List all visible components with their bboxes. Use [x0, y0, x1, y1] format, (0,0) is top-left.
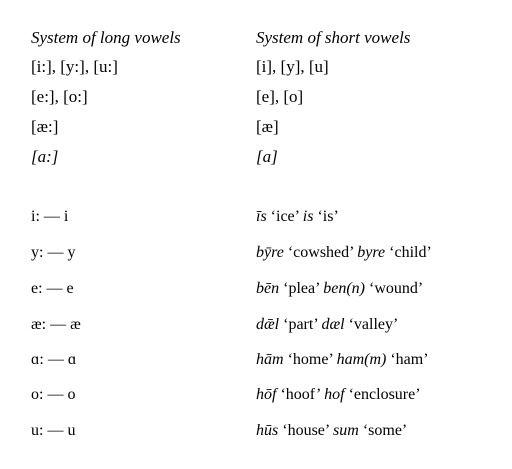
- short-vowels-row: [a]: [256, 147, 278, 166]
- long-vowels-row: [i:], [y:], [u:]: [31, 57, 118, 76]
- long-vowels-row: [æ:]: [31, 117, 59, 136]
- short-vowels-row: [i], [y], [u]: [256, 57, 329, 76]
- example-word-long: bȳre: [256, 244, 284, 261]
- example-gloss-long: ‘cowshed’: [283, 244, 358, 261]
- example-gloss-short: ‘wound’: [365, 280, 424, 297]
- example-word-short: ben(n): [323, 280, 365, 297]
- example-gloss-short: ‘child’: [385, 244, 432, 261]
- vowel-pair: æ: — æ: [31, 316, 81, 333]
- example-word-long: hām: [256, 351, 284, 368]
- short-vowels-row: [e], [o]: [256, 87, 304, 106]
- long-vowels-header: System of long vowels: [31, 28, 181, 47]
- example-gloss-short: ‘some’: [358, 422, 408, 439]
- short-vowels-row: [æ]: [256, 117, 279, 136]
- vowel-pair: i: — i: [31, 208, 69, 225]
- example-word-short: byre: [357, 244, 386, 261]
- example-word-long: hōf: [256, 386, 277, 403]
- example-word-short: dæl: [321, 316, 345, 333]
- example-word-long: bēn: [256, 280, 280, 297]
- long-vowels-row: [e:], [o:]: [31, 87, 88, 106]
- example-word-short: sum: [333, 422, 359, 439]
- short-vowels-header: System of short vowels: [256, 28, 411, 47]
- example-gloss-long: ‘house’: [278, 422, 334, 439]
- example-gloss-long: ‘part’: [279, 316, 322, 333]
- example-word-long: īs: [256, 208, 267, 225]
- example-gloss-short: ‘valley’: [344, 316, 399, 333]
- example-word-short: hof: [324, 386, 345, 403]
- example-gloss-short: ‘ham’: [386, 351, 429, 368]
- example-word-short: is: [302, 208, 314, 225]
- example-gloss-long: ‘hoof’: [276, 386, 325, 403]
- example-word-short: ham(m): [336, 351, 387, 368]
- example-line: [256, 423, 407, 439]
- vowel-pair: o: — o: [31, 386, 76, 403]
- example-line: [256, 352, 429, 368]
- example-line: [256, 317, 398, 333]
- example-word-long: hūs: [256, 422, 279, 439]
- example-line: [256, 387, 421, 403]
- example-gloss-long: ‘ice’: [266, 208, 303, 225]
- vowel-pair: e: — e: [31, 280, 74, 297]
- vowel-pair: u: — u: [31, 422, 76, 439]
- example-gloss-long: ‘home’: [283, 351, 337, 368]
- long-vowels-row: [a:]: [31, 147, 59, 166]
- vowel-pair: ɑ: — ɑ: [31, 351, 77, 368]
- example-line: [256, 209, 339, 225]
- example-line: [256, 281, 423, 297]
- example-gloss-short: ‘enclosure’: [344, 386, 421, 403]
- example-word-long: dǣl: [256, 316, 280, 333]
- example-line: [256, 245, 432, 261]
- example-gloss-long: ‘plea’: [279, 280, 324, 297]
- vowel-pair: y: — y: [31, 244, 76, 261]
- example-gloss-short: ‘is’: [313, 208, 339, 225]
